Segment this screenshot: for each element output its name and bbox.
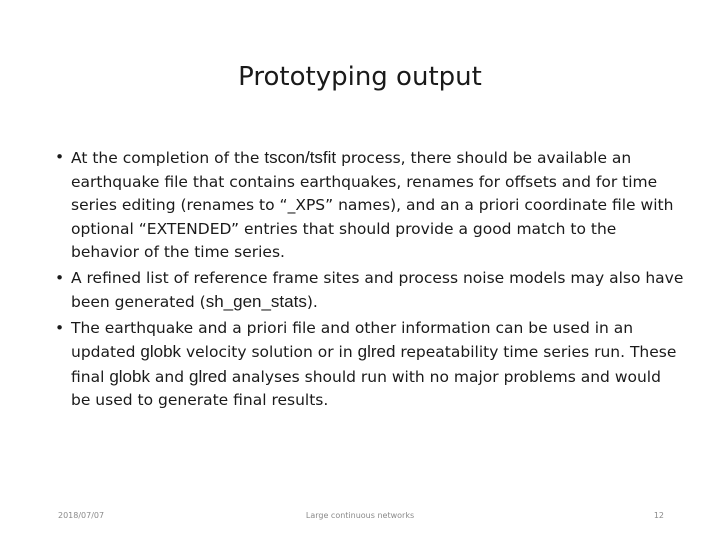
bullet-list <box>55 146 685 415</box>
bullet-text: and <box>149 367 189 386</box>
page-number: 12 <box>653 511 664 520</box>
bullet-text: analyses should run with no major problems and would be used to generate final results. <box>71 367 661 409</box>
bullet-item <box>55 317 685 413</box>
bullet-text: process, there should be available an earthquake file that contains earthquakes, renames for offsets and for time series editing (renames to “_XPS” names), and an a priori coordinate file with optional “EXTENDED” entries that should provide a good match to the behavior of the time series. <box>71 149 674 261</box>
bullet-text: ). <box>306 293 318 311</box>
command-name: globk <box>140 342 182 361</box>
bullet-text: repeatability time series run. These final <box>71 343 677 386</box>
bullet-item <box>55 146 685 265</box>
bullet-text: The earthquake and a priori file and other information can be used in an updated <box>71 318 634 361</box>
command-name: glred <box>357 342 396 361</box>
command-name: sh_gen_stats <box>205 292 307 311</box>
footer-date: 2018/07/07 <box>58 511 105 520</box>
command-name: globk <box>109 366 150 386</box>
bullet-text: A refined list of reference frame sites and process noise models may also have been generated ( <box>71 268 684 311</box>
command-name: tscon/tsfit <box>264 148 337 167</box>
bullet-text: At the completion of the <box>71 149 265 167</box>
footer-title: Large continuous networks <box>305 511 415 520</box>
slide-title: Prototyping output <box>238 62 482 92</box>
command-name: glred <box>188 366 227 386</box>
bullet-text: velocity solution or in <box>181 343 358 361</box>
bullet-item <box>55 267 685 315</box>
